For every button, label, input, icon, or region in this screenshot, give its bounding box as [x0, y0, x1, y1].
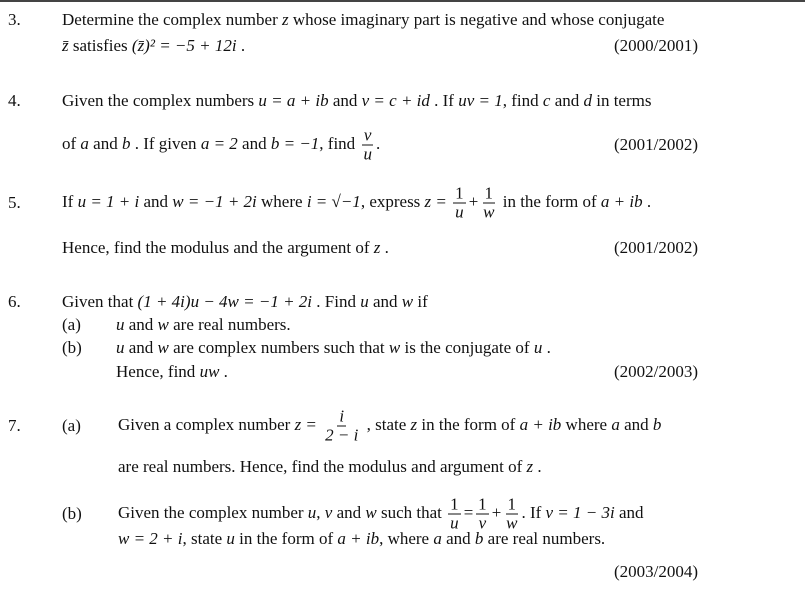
- math-expression: (z̄)² = −5 + 12i: [131, 36, 237, 55]
- text-segment: and: [139, 191, 173, 211]
- text-segment: Determine the complex number: [62, 10, 282, 29]
- math-expression: +: [490, 502, 503, 522]
- exam-year: (2003/2004): [613, 562, 698, 581]
- math-expression: v = 1 − 3i: [545, 502, 615, 522]
- math-fraction: [476, 496, 489, 533]
- text-segment: is the conjugate of: [400, 338, 534, 357]
- part-label: (b): [62, 338, 82, 357]
- text-segment: . If: [429, 91, 459, 110]
- text-segment: such that: [376, 502, 447, 522]
- fraction-numerator: v: [363, 125, 372, 145]
- text-segment: in the form of: [498, 191, 601, 211]
- math-expression: u: [360, 292, 369, 311]
- math-expression: z̄: [62, 36, 69, 55]
- text-segment: .: [542, 338, 551, 357]
- question-text-line: [62, 91, 651, 111]
- question-number: 6.: [8, 292, 21, 311]
- fraction-numerator: i: [339, 406, 345, 426]
- text-segment: .: [375, 133, 381, 153]
- math-expression: w: [401, 292, 414, 311]
- fraction-denominator: u: [450, 513, 459, 533]
- text-segment: and: [550, 91, 584, 110]
- question-number: 3.: [8, 10, 21, 29]
- fraction-numerator: 1: [450, 494, 459, 514]
- text-segment: .: [219, 362, 228, 381]
- text-segment: and: [332, 502, 366, 522]
- math-expression: b: [474, 529, 484, 548]
- math-expression: i = √−1: [306, 191, 361, 211]
- text-segment: .: [642, 191, 652, 211]
- math-fraction: [448, 496, 461, 533]
- math-expression: a: [433, 529, 442, 548]
- math-expression: z: [373, 238, 381, 257]
- math-fraction: [453, 185, 466, 222]
- text-segment: , state: [362, 414, 411, 434]
- question-text-line: [118, 529, 605, 549]
- math-expression: b = −1: [270, 133, 320, 153]
- math-expression: a: [80, 133, 89, 153]
- text-segment: .: [236, 36, 246, 55]
- math-expression: v = c + id: [361, 91, 430, 110]
- math-expression: uv = 1: [458, 91, 503, 110]
- math-expression: uw: [199, 362, 220, 381]
- text-segment: are real numbers.: [168, 315, 291, 334]
- text-segment: and: [124, 315, 158, 334]
- question-text-line: [62, 10, 664, 30]
- math-expression: z =: [424, 191, 452, 211]
- math-expression: a + ib: [519, 414, 562, 434]
- math-expression: w: [388, 338, 401, 357]
- math-fraction: [504, 496, 519, 533]
- text-segment: and: [368, 292, 402, 311]
- text-segment: and: [614, 502, 644, 522]
- exam-year: (2001/2002): [613, 135, 698, 154]
- text-segment: Hence, find: [116, 362, 200, 381]
- question-text-line: [62, 36, 245, 56]
- exam-year: (2000/2001): [613, 36, 698, 55]
- math-fraction: [481, 185, 496, 222]
- text-segment: in the form of: [234, 529, 338, 548]
- math-expression: w = 2 + i: [118, 529, 183, 548]
- math-expression: z: [410, 414, 418, 434]
- text-segment: , find: [319, 133, 360, 153]
- text-segment: . If: [521, 502, 546, 522]
- math-expression: z =: [294, 414, 322, 434]
- top-rule: [0, 0, 805, 2]
- text-segment: and: [88, 133, 122, 153]
- text-segment: satisfies: [68, 36, 132, 55]
- text-segment: , state: [182, 529, 227, 548]
- text-segment: and: [619, 414, 653, 434]
- text-segment: if: [413, 292, 428, 311]
- text-segment: , find: [502, 91, 543, 110]
- fraction-denominator: u: [363, 144, 372, 164]
- text-segment: where: [561, 414, 612, 434]
- math-expression: d: [583, 91, 592, 110]
- math-expression: w = −1 + 2i: [172, 191, 257, 211]
- question-number: 5.: [8, 193, 21, 212]
- text-segment: Given the complex number: [118, 502, 308, 522]
- text-segment: If: [62, 191, 78, 211]
- question-text-line: [116, 362, 228, 382]
- text-segment: in the form of: [417, 414, 520, 434]
- math-expression: w: [157, 338, 169, 357]
- math-expression: w: [365, 502, 377, 522]
- text-segment: .: [380, 238, 389, 257]
- math-expression: c: [542, 91, 551, 110]
- math-expression: b: [121, 133, 131, 153]
- part-label: (a): [62, 416, 81, 435]
- fraction-denominator: 2 − i: [325, 425, 359, 445]
- math-expression: u: [226, 529, 235, 548]
- text-segment: and: [237, 133, 271, 153]
- question-text-line: [62, 185, 651, 222]
- text-segment: . If given: [130, 133, 201, 153]
- math-expression: u = a + ib: [258, 91, 329, 110]
- math-expression: b: [652, 414, 662, 434]
- math-expression: +: [467, 191, 480, 211]
- text-segment: where: [256, 191, 307, 211]
- exam-year: (2001/2002): [613, 238, 698, 257]
- math-expression: (1 + 4i)u − 4w = −1 + 2i: [137, 292, 313, 311]
- text-segment: . Find: [312, 292, 361, 311]
- math-expression: a = 2: [200, 133, 238, 153]
- text-segment: and: [328, 91, 362, 110]
- fraction-denominator: w: [483, 202, 495, 222]
- text-segment: Given a complex number: [118, 414, 295, 434]
- text-segment: .: [533, 457, 542, 476]
- math-expression: u = 1 + i: [77, 191, 140, 211]
- exam-year: (2002/2003): [613, 362, 698, 381]
- text-segment: are real numbers. Hence, find the modulus and argument of: [118, 457, 527, 476]
- fraction-numerator: 1: [507, 494, 517, 514]
- math-expression: z: [526, 457, 534, 476]
- math-expression: a: [611, 414, 620, 434]
- question-text-line: [118, 408, 661, 445]
- part-label: (a): [62, 315, 81, 334]
- math-expression: a + ib: [337, 529, 380, 548]
- math-fraction: [361, 127, 374, 164]
- text-segment: Given that: [62, 292, 138, 311]
- text-segment: ,: [316, 502, 325, 522]
- text-segment: and: [441, 529, 475, 548]
- text-segment: in terms: [591, 91, 652, 110]
- text-segment: Given the complex numbers: [62, 91, 259, 110]
- question-text-line: [118, 496, 644, 533]
- text-segment: Hence, find the modulus and the argument of: [62, 238, 374, 257]
- question-number: 4.: [8, 91, 21, 110]
- question-text-line: [62, 238, 389, 258]
- math-expression: =: [462, 502, 475, 522]
- fraction-denominator: u: [455, 202, 464, 222]
- math-expression: u: [307, 502, 317, 522]
- math-expression: u: [116, 338, 125, 357]
- text-segment: are complex numbers such that: [168, 338, 389, 357]
- fraction-numerator: 1: [484, 183, 494, 203]
- text-segment: whose imaginary part is negative and whose conjugate: [288, 10, 665, 29]
- question-number: 7.: [8, 416, 21, 435]
- text-segment: of: [62, 133, 81, 153]
- math-expression: u: [116, 315, 125, 334]
- text-segment: are real numbers.: [483, 529, 606, 548]
- math-expression: z: [281, 10, 289, 29]
- question-text-line: [118, 457, 542, 477]
- question-text-line: [62, 127, 380, 164]
- fraction-numerator: 1: [455, 183, 464, 203]
- math-expression: v: [324, 502, 333, 522]
- text-segment: and: [124, 338, 158, 357]
- fraction-numerator: 1: [478, 494, 487, 514]
- fraction-denominator: v: [478, 513, 487, 533]
- question-text-line: [62, 292, 428, 312]
- question-text-line: [116, 338, 551, 358]
- math-expression: u: [533, 338, 543, 357]
- part-label: (b): [62, 504, 82, 523]
- text-segment: , express: [360, 191, 425, 211]
- math-fraction: [323, 408, 360, 445]
- math-expression: w: [157, 315, 169, 334]
- question-text-line: [116, 315, 291, 335]
- math-expression: a + ib: [600, 191, 643, 211]
- text-segment: , where: [379, 529, 434, 548]
- fraction-denominator: w: [506, 513, 518, 533]
